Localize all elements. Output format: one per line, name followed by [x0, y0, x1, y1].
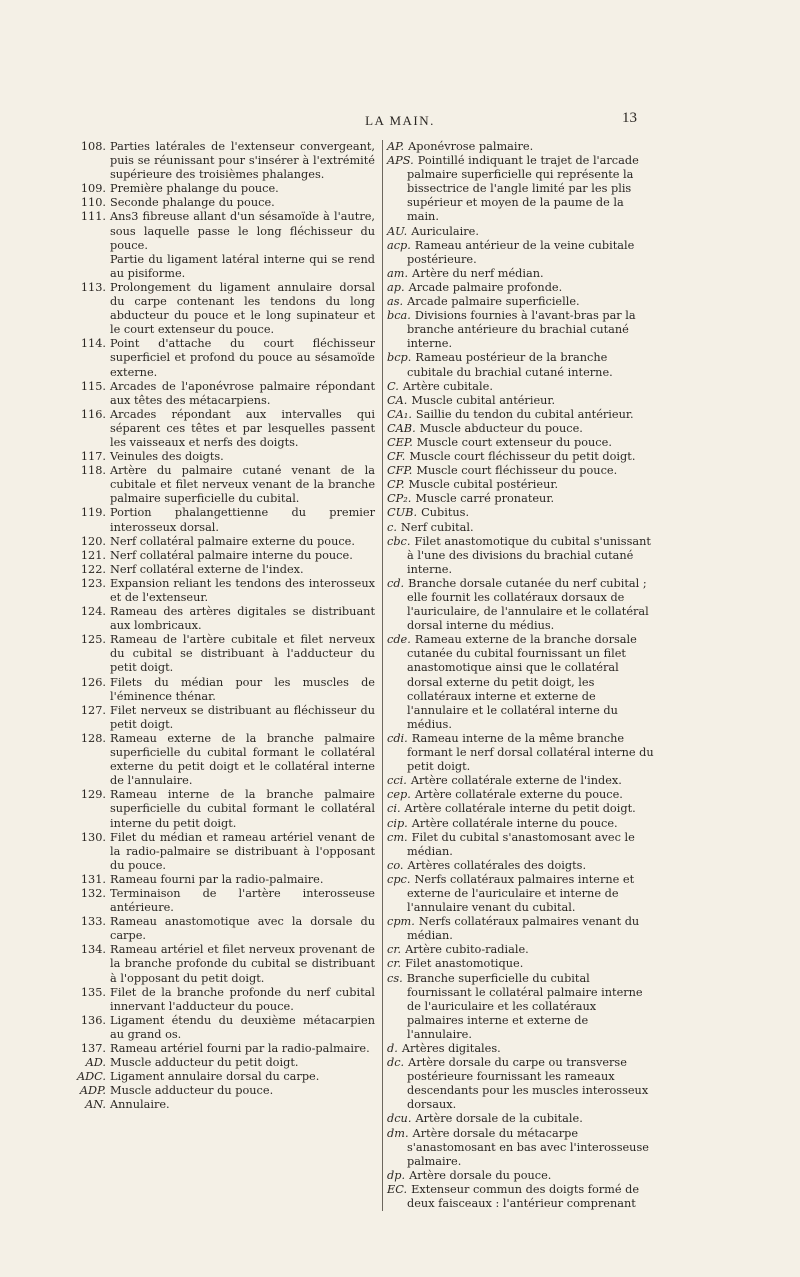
entry-text: Divisions fournies à l'avant-bras par la branche antérieure du brachial cutané interne. [407, 309, 636, 351]
legend-entry [80, 731, 375, 788]
legend-entry [79, 1084, 375, 1098]
entry-key: AU. [387, 224, 408, 238]
legend-entry [387, 225, 655, 239]
entry-key: 118. [80, 464, 106, 478]
entry-key: 116. [80, 407, 106, 421]
entry-text: Artère cubito-radiale. [405, 943, 529, 957]
legend-entry [387, 633, 655, 732]
entry-key: as. [387, 295, 404, 309]
legend-entry [387, 1169, 655, 1183]
legend-entry [387, 859, 655, 873]
entry-text: Muscle adducteur du petit doigt. [110, 1056, 299, 1070]
entry-key: c. [387, 520, 397, 534]
entry-text: Arcades de l'aponévrose palmaire répondant aux têtes des métacarpiens. [110, 379, 375, 407]
entry-text: Portion phalangettienne du premier interosseux dorsal. [110, 506, 375, 534]
legend-entry [110, 253, 375, 281]
entry-key: 117. [80, 450, 106, 464]
entry-key: 115. [80, 379, 106, 393]
entry-key: AD. [85, 1056, 106, 1070]
legend-entry [387, 380, 655, 394]
entry-key: 123. [80, 576, 106, 590]
entry-text: Rameau anastomotique avec la dorsale du carpe. [110, 915, 375, 943]
entry-text: Rameau externe de la branche dorsale cutanée du cubital fournissant un filet anastomotique ainsi que le collatéral dorsal externe du petit doigt, les collatéraux interne et externe de l'annulaire et le collatéral interne du médius. [407, 633, 637, 731]
entry-key: CFP. [387, 464, 413, 478]
entry-text: Muscle abducteur du pouce. [419, 421, 583, 435]
legend-entry [387, 408, 655, 422]
entry-text: Saillie du tendon du cubital antérieur. [415, 407, 634, 421]
entry-text: Parties latérales de l'extenseur convergeant, puis se réunissant pour s'insérer à l'extrémité supérieure des troisièmes phalanges. [110, 140, 375, 182]
entry-text: Rameau de l'artère cubitale et filet nerveux du cubital se distribuant à l'adducteur du petit doigt. [110, 633, 375, 675]
entry-text: Nerfs collatéraux palmaires interne et externe de l'auriculaire et interne de l'annulaire venant du cubital. [407, 872, 635, 915]
entry-text: Rameau des artères digitales se distribuant aux lombricaux. [110, 605, 375, 633]
entry-key: 132. [80, 886, 106, 900]
entry-text: Rameau fourni par la radio-palmaire. [110, 872, 324, 886]
legend-entry [80, 1042, 375, 1056]
legend-entry [387, 450, 655, 464]
entry-text: Artère collatérale interne du petit doigt. [404, 802, 636, 816]
entry-key: 124. [80, 605, 106, 619]
legend-entry [80, 943, 375, 985]
entry-key: CA₁. [387, 407, 412, 421]
entry-text: Arcade palmaire superficielle. [407, 295, 580, 309]
entry-key: cpc. [387, 872, 411, 886]
legend-entry [387, 1056, 655, 1112]
entry-key: bca. [387, 309, 411, 323]
entry-text: Muscle court fléchisseur du petit doigt. [409, 450, 636, 464]
legend-entry [387, 478, 655, 492]
legend-entry [80, 872, 375, 887]
entry-text: Nerf cubital. [400, 520, 474, 534]
entry-text: Filet du médian et rameau artériel venant de la radio-palmaire se distribuant à l'opposant du pouce. [110, 830, 375, 872]
legend-left-column [76, 140, 375, 1112]
entry-key: dcu. [387, 1112, 412, 1126]
entry-text: Rameau interne de la même branche formant le nerf dorsal collatéral interne du petit doigt. [407, 731, 654, 774]
legend-entry [80, 450, 375, 464]
entry-key: cbc. [387, 534, 411, 548]
entry-text: Rameau interne de la branche palmaire superficielle du cubital formant le collatéral interne du petit doigt. [110, 788, 375, 830]
entry-key: AP. [387, 140, 405, 153]
legend-entry [387, 788, 655, 802]
legend-entry [387, 831, 655, 859]
entry-key: cr. [387, 957, 402, 971]
entry-text: Filets du médian pour les muscles de l'éminence thénar. [110, 675, 375, 703]
legend-entry [80, 379, 375, 408]
entry-key: 135. [80, 985, 106, 999]
entry-key: 114. [80, 337, 106, 351]
entry-text: Branche superficielle du cubital fournissant le collatéral palmaire interne de l'auriculaire et les collatéraux palmaires interne et externe de l'annulaire. [406, 971, 643, 1041]
legend-entry [387, 817, 655, 831]
entry-text: Branche dorsale cutanée du nerf cubital ; elle fournit les collatéraux dorsaux de l'auriculaire, de l'annulaire et le collatéral dorsal interne du médius. [407, 576, 649, 633]
entry-key [74, 253, 110, 281]
entry-key: dp. [387, 1168, 406, 1182]
entry-key: 119. [80, 506, 106, 520]
entry-key: am. [387, 266, 409, 280]
entry-text: Filet anastomotique. [405, 957, 524, 971]
legend-entry [80, 703, 375, 732]
entry-key: cep. [387, 788, 411, 802]
entry-key: 109. [80, 182, 106, 196]
entry-text: Muscle court extenseur du pouce. [416, 435, 612, 449]
entry-text: Annulaire. [110, 1098, 170, 1112]
entry-key: CAB. [387, 421, 416, 435]
entry-text: Artère dorsale du métacarpe s'anastomosant en bas avec l'interosseuse palmaire. [407, 1126, 649, 1168]
legend-entry [387, 436, 655, 450]
entry-text: Veinules des doigts. [110, 450, 224, 464]
entry-text: Auriculaire. [411, 224, 479, 238]
legend-entry [80, 1013, 375, 1042]
entry-text: Seconde phalange du pouce. [110, 196, 275, 210]
legend-entry [80, 830, 375, 873]
entry-text: Nerf collatéral palmaire externe du pouce. [110, 534, 355, 548]
legend-entry [387, 1127, 655, 1169]
entry-text: Artères collatérales des doigts. [407, 858, 587, 872]
entry-text: Artère collatérale externe du pouce. [414, 788, 623, 802]
legend-entry [80, 886, 375, 915]
legend-entry [387, 492, 655, 506]
entry-text: Artère dorsale du carpe ou transverse postérieure fournissant les rameaux descendants pour les muscles interosseux dorsaux. [407, 1056, 649, 1112]
entry-key: dm. [387, 1126, 409, 1140]
legend-entry [80, 605, 375, 633]
entry-text: Artère cubitale. [402, 379, 493, 393]
legend-entry [387, 972, 655, 1042]
entry-key: C. [387, 379, 399, 393]
entry-key: dc. [387, 1056, 405, 1070]
entry-key: acp. [387, 238, 411, 252]
entry-key: 120. [80, 534, 106, 548]
entry-key: cpm. [387, 915, 415, 929]
entry-text: Filet nerveux se distribuant au fléchisseur du petit doigt. [110, 703, 375, 731]
entry-text: Filet anastomotique du cubital s'unissant à l'une des divisions du brachial cutané interne. [407, 534, 651, 576]
entry-key: 137. [80, 1042, 106, 1055]
entry-text: Prolongement du ligament annulaire dorsal du carpe contenant les tendons du long abducteur du pouce et le long supinateur et le court extenseur du pouce. [110, 280, 375, 337]
legend-entry [80, 407, 375, 450]
entry-text: Première phalange du pouce. [110, 182, 279, 196]
legend-entry [387, 309, 655, 351]
entry-text: Nerf collatéral externe de l'index. [110, 562, 304, 576]
legend-entry [387, 281, 655, 295]
entry-text: Ligament annulaire dorsal du carpe. [110, 1070, 320, 1084]
page-number: 13 [622, 110, 637, 126]
entry-text: Filet de la branche profonde du nerf cubital innervant l'adducteur du pouce. [110, 985, 375, 1013]
entry-text: Artère dorsale de la cubitale. [415, 1112, 583, 1126]
entry-key: CA. [387, 393, 408, 407]
entry-text: Partie du ligament latéral interne qui se rend au pisiforme. [110, 252, 375, 280]
entry-key: 133. [80, 915, 106, 929]
legend-entry [387, 140, 655, 154]
entry-key: CUB. [387, 506, 418, 520]
entry-key: 130. [80, 830, 106, 844]
entry-text: Muscle cubital postérieur. [408, 478, 559, 492]
entry-text: Rameau antérieur de la veine cubitale postérieure. [407, 238, 635, 266]
legend-entry [85, 1056, 375, 1070]
entry-key: CP₂. [387, 492, 412, 506]
page-header [0, 110, 800, 133]
entry-key: ADP. [79, 1084, 106, 1098]
legend-entry [387, 1183, 655, 1211]
entry-key: 134. [80, 943, 106, 957]
legend-entry [387, 267, 655, 281]
entry-text: Rameau artériel et filet nerveux provenant de la branche profonde du cubital se distribuant à l'opposant du petit doigt. [110, 943, 375, 985]
entry-text: Rameau artériel fourni par la radio-palmaire. [110, 1042, 370, 1055]
legend-entry [80, 140, 375, 182]
legend-entry [80, 182, 375, 196]
entry-text: Rameau externe de la branche palmaire superficielle du cubital formant le collatéral externe du petit doigt et le collatéral interne de l'annulaire. [110, 731, 375, 788]
entry-key: co. [387, 858, 404, 872]
entry-key: 111. [80, 210, 106, 224]
entry-key: 122. [80, 562, 106, 576]
entry-key: cr. [387, 943, 402, 957]
entry-key: 131. [80, 872, 106, 886]
entry-text: Arcades répondant aux intervalles qui séparent ces têtes et par lesquelles passent les vaisseaux et nerfs des doigts. [110, 407, 375, 449]
entry-text: Muscle court fléchisseur du pouce. [416, 464, 618, 478]
legend-entry [76, 1070, 375, 1084]
legend-entry [80, 985, 375, 1014]
entry-key: AN. [85, 1098, 106, 1112]
legend-entry [80, 788, 375, 830]
entry-text: Nerfs collatéraux palmaires venant du médian. [407, 915, 640, 943]
legend-entry [387, 464, 655, 478]
legend-entry [80, 562, 375, 577]
entry-key: cde. [387, 633, 411, 647]
legend-entry [387, 915, 655, 943]
entry-text: Ligament étendu du deuxième métacarpien au grand os. [110, 1013, 375, 1041]
legend-entry [387, 957, 655, 971]
legend-entry [80, 534, 375, 549]
entry-text: Muscle adducteur du pouce. [110, 1084, 274, 1098]
entry-key: 126. [80, 675, 106, 689]
entry-text: Extenseur commun des doigts formé de deux faisceaux : l'antérieur comprenant [407, 1182, 640, 1211]
entry-key: 121. [80, 548, 106, 562]
entry-text: Artère dorsale du pouce. [409, 1168, 552, 1182]
entry-key: ADC. [76, 1070, 106, 1084]
entry-key: cd. [387, 576, 405, 590]
entry-key: 113. [80, 280, 106, 294]
legend-entry [80, 548, 375, 563]
entry-text: Terminaison de l'artère interosseuse antérieure. [110, 886, 375, 915]
legend-entry [387, 506, 655, 520]
legend-entry [387, 239, 655, 267]
entry-text: Cubitus. [421, 506, 470, 520]
entry-key: cs. [387, 971, 403, 985]
legend-entry [387, 422, 655, 436]
entry-text: Artère du palmaire cutané venant de la cubitale et filet nerveux venant de la branche palmaire superficielle du cubital. [110, 464, 375, 506]
entry-key: 125. [80, 633, 106, 647]
running-title: LA MAIN. [365, 113, 435, 128]
legend-entry [80, 675, 375, 704]
entry-text: Artère du nerf médian. [412, 266, 544, 280]
entry-text: Rameau postérieur de la branche cubitale du brachial cutané interne. [407, 351, 613, 379]
legend-right-column [382, 140, 655, 1211]
entry-text: Expansion reliant les tendons des interosseux et de l'extenseur. [110, 576, 375, 604]
legend-entry [80, 337, 375, 379]
legend-entry [387, 774, 655, 788]
entry-key: ci. [387, 802, 401, 816]
entry-key: cdi. [387, 731, 408, 745]
entry-key: ap. [387, 280, 405, 294]
legend-entry [387, 873, 655, 915]
entry-key: 108. [80, 140, 106, 153]
entry-text: Artères digitales. [401, 1042, 501, 1055]
entry-key: 129. [80, 788, 106, 802]
entry-text: Ans3 fibreuse allant d'un sésamoïde à l'autre, sous laquelle passe le long fléchisseur du pouce. [110, 210, 375, 252]
legend-entry [387, 154, 655, 224]
entry-text: Pointillé indiquant le trajet de l'arcade palmaire superficielle qui représente la bissectrice de l'angle limité par les plis supérieur et moyen de la paume de la main. [407, 154, 639, 224]
legend-entry [80, 576, 375, 605]
legend-entry [387, 1042, 655, 1056]
legend-entry [387, 535, 655, 577]
entry-key: 110. [80, 196, 106, 210]
legend-entry [80, 506, 375, 534]
entry-text: Artère collatérale externe de l'index. [410, 774, 622, 788]
legend-entry [387, 732, 655, 774]
legend-entry [387, 577, 655, 633]
entry-key: 127. [80, 703, 106, 717]
entry-text: Arcade palmaire profonde. [408, 280, 563, 294]
entry-text: Muscle carré pronateur. [415, 492, 555, 506]
legend-entry [80, 915, 375, 943]
entry-key: cm. [387, 830, 408, 844]
entry-key: CF. [387, 450, 406, 464]
entry-key: bcp. [387, 351, 412, 365]
entry-text: Aponévrose palmaire. [408, 140, 534, 153]
legend-entry [80, 280, 375, 337]
entry-key: CEP. [387, 435, 413, 449]
entry-key: CP. [387, 478, 405, 492]
entry-key: 136. [80, 1013, 106, 1027]
legend-entry [387, 295, 655, 309]
entry-text: Artère collatérale interne du pouce. [411, 816, 618, 830]
legend-entry [80, 633, 375, 675]
legend-entry [387, 1112, 655, 1126]
entry-key: d. [387, 1042, 398, 1055]
legend-entry [80, 210, 375, 252]
legend-entry [387, 943, 655, 957]
legend-entry [80, 464, 375, 506]
legend-entry [387, 351, 655, 379]
entry-key: APS. [387, 154, 414, 168]
entry-key: cip. [387, 816, 408, 830]
entry-text: Filet du cubital s'anastomosant avec le médian. [407, 830, 635, 858]
legend-entry [387, 521, 655, 535]
entry-key: 128. [80, 731, 106, 745]
entry-key: cci. [387, 774, 407, 788]
legend-entry [85, 1098, 375, 1112]
entry-text: Nerf collatéral palmaire interne du pouce. [110, 548, 353, 562]
entry-text: Muscle cubital antérieur. [411, 393, 556, 407]
legend-entry [387, 802, 655, 816]
legend-entry [387, 394, 655, 408]
entry-text: Point d'attache du court fléchisseur superficiel et profond du pouce au sésamoïde externe. [110, 337, 375, 379]
entry-key: EC. [387, 1182, 408, 1196]
legend-entry [80, 196, 375, 210]
